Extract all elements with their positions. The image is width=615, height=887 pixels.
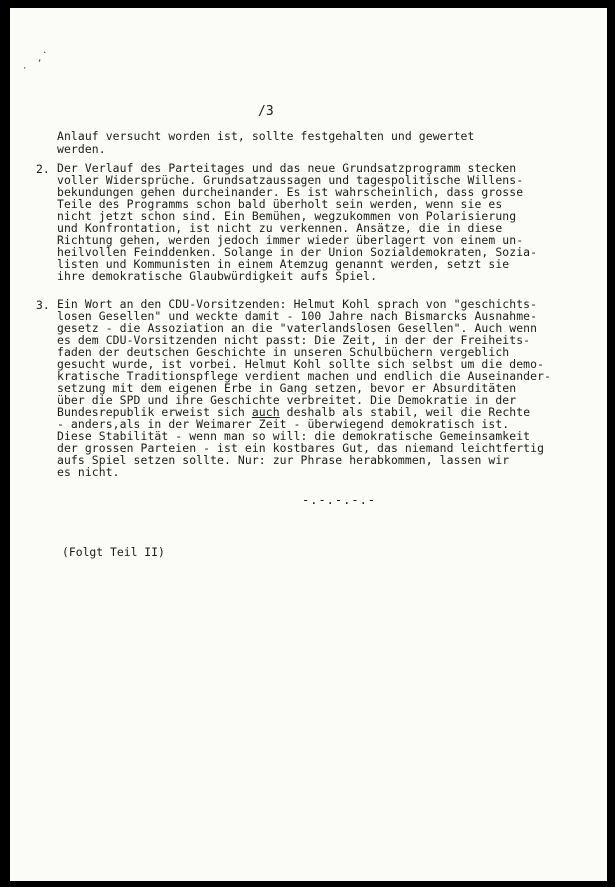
page-number: /3 bbox=[258, 104, 274, 119]
scan-speck: , bbox=[37, 54, 43, 64]
scan-speck: · bbox=[22, 64, 28, 74]
item-line: - anders,als in der Weimarer Zeit - überwiegend demokratisch ist. bbox=[57, 417, 510, 431]
underlined-word: auch bbox=[251, 405, 280, 419]
item-line: es nicht. bbox=[57, 465, 120, 479]
item-number: 3. bbox=[36, 298, 50, 312]
continuation-note: (Folgt Teil II) bbox=[62, 545, 165, 559]
item-line: es dem CDU-Vorsitzenden nicht passt: Die Zeit, in der der Freiheits- bbox=[57, 333, 531, 347]
item-line: Teile des Programms schon bald überholt sein werden, wenn sie es bbox=[57, 197, 503, 211]
item-line: Ein Wort an den CDU-Vorsitzenden: Helmut Kohl sprach von "geschichts- bbox=[57, 297, 538, 311]
section-separator: -.-.-.-.- bbox=[302, 493, 377, 507]
item-line: gesetz - die Assoziation an die "vaterlandslosen Gesellen". Auch wenn bbox=[57, 321, 538, 335]
item-line: kratische Traditionspflege verdient machen und endlich die Auseinander- bbox=[57, 369, 551, 383]
item-line: Richtung gehen, werden jedoch immer wieder überlagert von einem un- bbox=[57, 233, 524, 247]
item-line: gesucht wurde, ist vorbei. Helmut Kohl sollte sich selbst um die demo- bbox=[57, 357, 545, 371]
item-line: voller Widersprüche. Grundsatzaussagen und tagespolitische Willens- bbox=[57, 173, 524, 187]
item-line: und Konfrontation, ist nicht zu verkennen. Ansätze, die in diese bbox=[57, 221, 503, 235]
scan-speck: . bbox=[42, 46, 48, 56]
item-line: listen und Kommunisten in einem Atemzug genannt werden, setzt sie bbox=[57, 257, 510, 271]
item-line: setzung mit dem eigenen Erbe in Gang setzen, bevor er Absurditäten bbox=[57, 381, 517, 395]
item-line: nicht jetzt schon sind. Ein Bemühen, wegzukommen von Polarisierung bbox=[57, 209, 517, 223]
item-line: über die SPD und ihre Geschichte verbreitet. Die Demokratie in der bbox=[57, 393, 517, 407]
item-number: 2. bbox=[36, 162, 50, 176]
item-line: aufs Spiel setzen sollte. Nur: zur Phrase herabkommen, lassen wir bbox=[57, 453, 510, 467]
item-line: faden der deutschen Geschichte in unseren Schulbüchern vergeblich bbox=[57, 345, 510, 359]
item-line: losen Gesellen" und weckte damit - 100 Jahre nach Bismarcks Ausnahme- bbox=[57, 309, 538, 323]
intro-line: Anlauf versucht worden ist, sollte festgehalten und gewertet bbox=[57, 129, 475, 143]
item-line: ihre demokratische Glaubwürdigkeit aufs Spiel. bbox=[57, 269, 378, 283]
item-line: Diese Stabilität - wenn man so will: die demokratische Gemeinsamkeit bbox=[57, 429, 531, 443]
item-line: der grossen Parteien - ist ein kostbares Gut, das niemand leichtfertig bbox=[57, 441, 545, 455]
intro-line: werden. bbox=[57, 142, 106, 156]
item-line: bekundungen gehen durcheinander. Es ist wahrscheinlich, dass grosse bbox=[57, 185, 524, 199]
item-line: Der Verlauf des Parteitages und das neue Grundsatzprogramm stecken bbox=[57, 161, 517, 175]
item-line: heilvollen Feinddenken. Solange in der Union Sozialdemokraten, Sozia- bbox=[57, 245, 538, 259]
item-line: Bundesrepublik erweist sich auch deshalb als stabil, weil die Rechte bbox=[57, 405, 531, 419]
document-page bbox=[10, 8, 607, 881]
